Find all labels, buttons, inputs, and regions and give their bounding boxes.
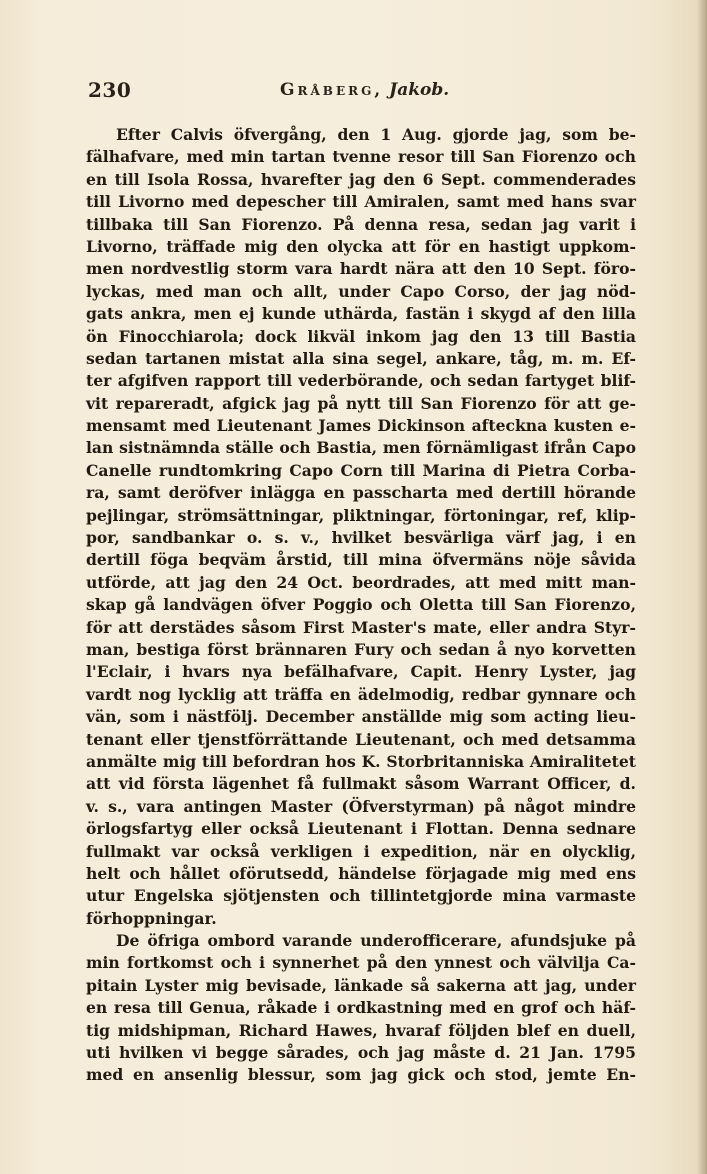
text-line: tig midshipman, Richard Hawes, hvaraf följden blef en duell, [86,1020,636,1040]
page-header [88,78,636,106]
body-text [86,124,636,1087]
text-line: De öfriga ombord varande underofficerare, afundsjuke på [116,931,636,951]
binding-shadow [697,0,707,1174]
text-line: uti hvilken vi begge sårades, och jag måste d. 21 Jan. 1795 [86,1043,636,1063]
text-line: för att derstädes såsom First Master's mate, eller andra Styr- [86,617,636,637]
text-line: skap gå landvägen öfver Poggio och Oletta till San Fiorenzo, [86,595,636,615]
text-line: med en ansenlig blessur, som jag gick och stod, jemte En- [86,1065,636,1085]
text-line: por, sandbankar o. s. v., hvilket besvärliga värf jag, i en [86,528,636,548]
text-line: en till Isola Rossa, hvarefter jag den 6 Sept. commenderades [86,169,636,189]
text-line: Canelle rundtomkring Capo Corn till Marina di Pietra Corba- [86,460,636,480]
text-line: ön Finocchiarola; dock likväl inkom jag den 13 till Bastia [86,326,636,346]
text-line: tenant eller tjenstförrättande Lieutenant, och med detsamma [86,729,636,749]
text-line: att vid första lägenhet få fullmakt såsom Warrant Officer, d. [86,774,636,794]
text-line: fälhafvare, med min tartan tvenne resor till San Fiorenzo och [86,147,636,167]
text-line: Efter Calvis öfvergång, den 1 Aug. gjorde jag, som be- [116,125,636,144]
text-line: förhoppningar. [86,908,217,928]
text-line: min fortkomst och i synnerhet på den ynnest och välvilja Ca- [86,953,636,973]
text-line: gats ankra, men ej kunde uthärda, fastän i skygd af den lilla [86,304,636,324]
text-line: lan sistnämnda ställe och Bastia, men förnämligast ifrån Capo [86,438,636,458]
text-line: pitain Lyster mig bevisade, länkade så sakerna att jag, under [86,975,636,995]
text-line: utur Engelska sjötjensten och tillintetgjorde mina varmaste [86,886,636,906]
text-line: örlogsfartyg eller också Lieutenant i Flottan. Denna sednare [86,819,636,839]
text-line: tillbaka till San Fiorenzo. På denna resa, sedan jag varit i [86,214,636,234]
text-line: pejlingar, strömsättningar, pliktningar, förtoningar, ref, klip- [86,505,636,525]
text-line: lyckas, med man och allt, under Capo Corso, der jag nöd- [86,281,636,301]
text-line: till Livorno med depescher till Amiralen, samt med hans svar [86,192,636,212]
text-line: fullmakt var också verkligen i expedition, när en olycklig, [86,841,636,861]
text-line: man, bestiga först brännaren Fury och sedan å nyo korvetten [86,639,636,659]
text-line: sedan tartanen mistat alla sina segel, ankare, tåg, m. m. Ef- [86,348,636,368]
text-line: utförde, att jag den 24 Oct. beordrades, att med mitt man- [86,572,636,592]
text-line: vardt nog lycklig att träffa en ädelmodig, redbar gynnare och [86,684,636,704]
running-head-surname: Gråberg, [280,80,384,100]
text-line: en resa till Genua, råkade i ordkastning med en grof och häf- [86,998,636,1018]
running-head-given-name: Jakob. [389,80,450,100]
text-line: men nordvestlig storm vara hardt nära att den 10 Sept. föro- [86,259,636,279]
text-line: dertill föga beqväm årstid, till mina öfvermäns nöje såvida [86,550,636,570]
text-line: ter afgifven rapport till vederbörande, och sedan fartyget blif- [86,371,636,391]
text-line: vän, som i nästfölj. December anställde mig som acting lieu- [86,707,636,727]
text-line: anmälte mig till befordran hos K. Storbritanniska Amiralitetet [86,751,636,771]
text-line: l'Eclair, i hvars nya befälhafvare, Capit. Henry Lyster, jag [86,662,636,682]
text-line: Livorno, träffade mig den olycka att för en hastigt uppkom- [86,236,636,256]
running-head [280,80,449,100]
text-line: helt och hållet oförutsedd, händelse förjagade mig med ens [86,863,636,883]
page-number: 230 [88,78,132,102]
text-line: vit repareradt, afgick jag på nytt till San Fiorenzo för att ge- [86,393,636,413]
text-line: mensamt med Lieutenant James Dickinson afteckna kusten e- [86,416,636,436]
text-line: ra, samt deröfver inlägga en passcharta med dertill hörande [86,483,636,503]
text-line: v. s., vara antingen Master (Öfverstyrman) på något mindre [86,796,636,816]
